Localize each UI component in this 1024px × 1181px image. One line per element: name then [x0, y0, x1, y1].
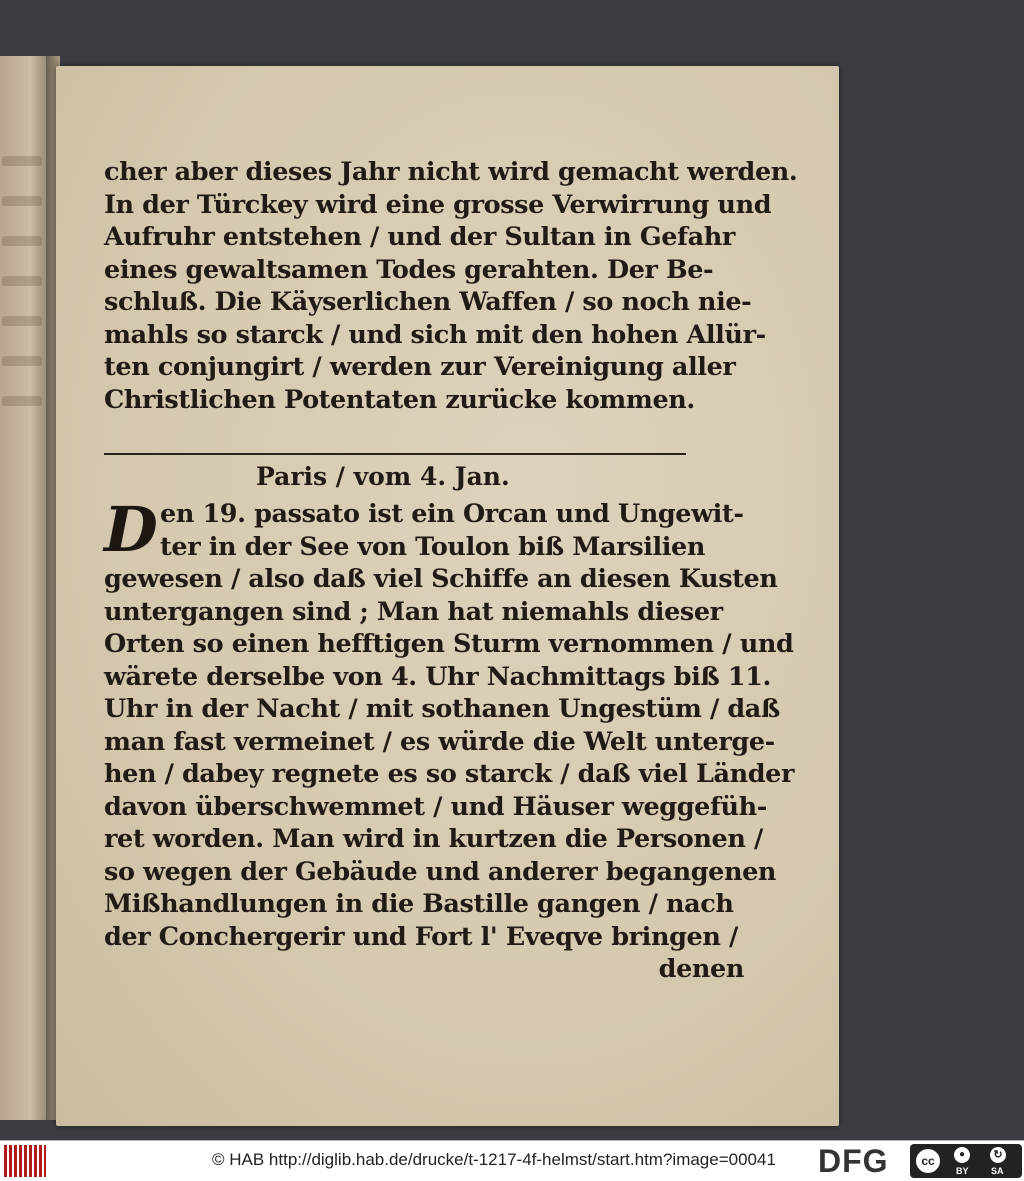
share-alike-icon: ↻: [988, 1145, 1008, 1165]
text-line: davon überschwemmet / und Häuser weggefüh-: [104, 791, 767, 822]
by-label: BY: [956, 1166, 969, 1176]
text-line: In der Türckey wird eine grosse Verwirrung und: [104, 189, 772, 220]
text-line: hen / dabey regnete es so starck / daß viel Länder: [104, 759, 795, 789]
sa-label: SA: [991, 1166, 1004, 1176]
text-line: mahls so starck / und sich mit den hohen Allür-: [104, 319, 766, 350]
text-line: en 19. passato ist ein Orcan und Ungewit-: [160, 499, 744, 529]
section-heading: Paris / vom 4. Jan.: [256, 462, 510, 491]
ghost-text: [2, 276, 42, 286]
previous-page-edge: [0, 56, 50, 1120]
text-line: Orten so einen hefftigen Sturm vernommen / und: [104, 629, 794, 659]
catchword: denen: [658, 954, 744, 984]
attribution-icon: ●: [952, 1145, 972, 1165]
cc-icon: cc: [914, 1147, 942, 1175]
text-line: der Conchergerir und Fort l' Eveqve bringen /: [104, 921, 738, 952]
text-line: eines gewaltsamen Todes gerahten. Der Be-: [104, 254, 714, 285]
text-line: so wegen der Gebäude und anderer begangenen: [104, 856, 777, 887]
ghost-text: [2, 196, 42, 206]
drop-cap: D: [104, 493, 158, 566]
cc-license-badge[interactable]: [910, 1144, 1022, 1178]
text-line: Christlichen Potentaten zurücke kommen.: [104, 384, 695, 415]
text-line: untergangen sind ; Man hat niemahls dieser: [104, 596, 723, 627]
text-line: Aufruhr entstehen / und der Sultan in Gefahr: [104, 222, 735, 252]
text-line: Uhr in der Nacht / mit sothanen Ungestüm / daß: [104, 694, 780, 724]
ghost-text: [2, 316, 42, 326]
dfg-logo[interactable]: DFG: [818, 1143, 889, 1179]
ghost-text: [2, 356, 42, 366]
text-line: schluß. Die Käyserlichen Waffen / so noch nie-: [104, 287, 752, 317]
ghost-text: [2, 396, 42, 406]
text-line: ten conjungirt / werden zur Vereinigung aller: [104, 352, 736, 382]
text-line: wärete derselbe von 4. Uhr Nachmittags biß 11.: [104, 661, 771, 692]
book-page: [56, 66, 839, 1126]
source-credit-link[interactable]: © HAB http://diglib.hab.de/drucke/t-1217-4f-helmst/start.htm?image=00041: [212, 1150, 776, 1169]
footer-bar: [0, 1140, 1024, 1181]
ghost-text: [2, 156, 42, 166]
section-divider: [104, 453, 686, 455]
text-line: ter in der See von Toulon biß Marsilien: [160, 531, 706, 562]
ghost-text: [2, 236, 42, 246]
text-line: man fast vermeinet / es würde die Welt unterge-: [104, 726, 775, 757]
body-paragraph: [104, 493, 795, 986]
hab-logo-icon[interactable]: [4, 1145, 46, 1177]
text-line: gewesen / also daß viel Schiffe an diesen Kusten: [104, 564, 778, 594]
text-line: ret worden. Man wird in kurtzen die Personen /: [104, 824, 763, 854]
text-line: cher aber dieses Jahr nicht wird gemacht werden.: [104, 157, 798, 187]
text-line: Mißhandlungen in die Bastille gangen / nach: [104, 889, 734, 919]
top-paragraph: [104, 156, 798, 416]
